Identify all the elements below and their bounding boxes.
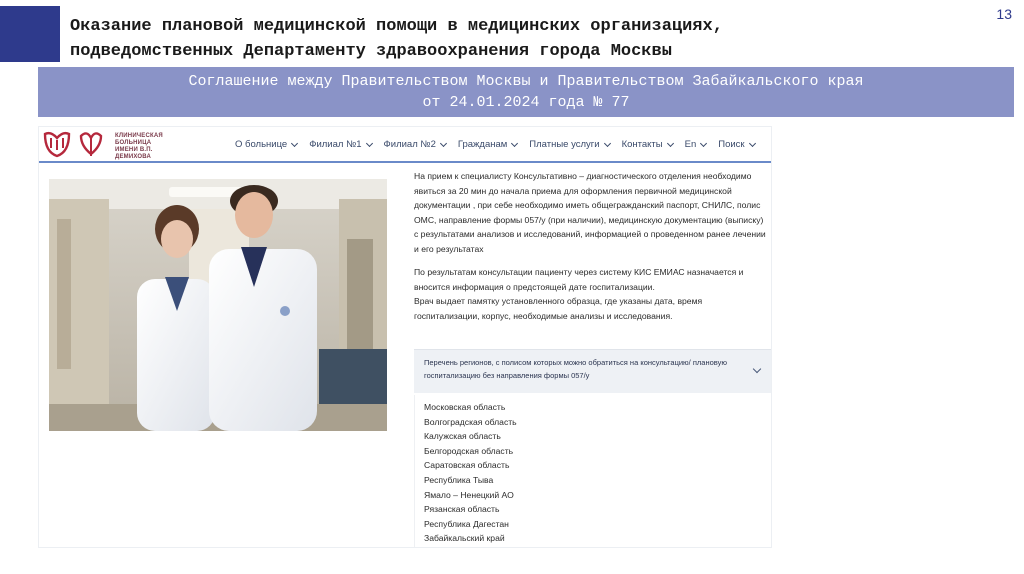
list-item: Волгоградская область (424, 416, 517, 427)
slide-accent-square (0, 6, 60, 62)
list-item: Калужская область (424, 431, 501, 442)
nav-item-language[interactable] (685, 139, 707, 150)
info-paragraph: По результатам консультации пациенту через систему КИС ЕМИАС назначается и вносится информация о предстоящей дате госпитализации. (414, 267, 744, 292)
regions-list (415, 395, 772, 546)
logo-text-line-1: КЛИНИЧЕСКАЯ (115, 133, 163, 139)
nav-item-label: Поиск (718, 139, 745, 150)
website-screenshot (38, 126, 772, 548)
chevron-down-icon (366, 139, 373, 146)
nav-item-contacts[interactable] (622, 139, 673, 150)
slide-title (70, 14, 970, 64)
list-item: Забайкальский край (424, 533, 505, 544)
slide-number: 13 (996, 6, 1012, 22)
chevron-down-icon (604, 139, 611, 146)
appointment-info (414, 169, 766, 332)
nav-item-label: En (684, 139, 697, 150)
regions-list-panel (414, 395, 772, 548)
chevron-down-icon (511, 139, 518, 146)
nav-item-label: Филиал №1 (309, 139, 362, 150)
chevron-down-icon (440, 139, 447, 146)
info-paragraph: На прием к специалисту Консультативно – диагностического отделения необходимо явиться за 20 мин до начала приема для оформления первичной медицинской документации , при себе необходимо иметь общегражданский паспорт, СНИЛС, полис ОМС, направление формы 057/у (при наличии), медицинскую документацию (выписку) с результатами анализов и исследований, информацией о проведенном ранее лечении и его результатах (414, 171, 766, 254)
chevron-down-icon (749, 139, 756, 146)
list-item: Саратовская область (424, 460, 510, 471)
list-item: Белгородская область (424, 445, 514, 456)
doctors-photo-image (49, 179, 387, 431)
logo-text-line-2: БОЛЬНИЦА (115, 140, 152, 146)
accordion-title: Перечень регионов, с полисом которых можно обратиться на консультацию/ плановую госпитализацию без направления формы 057/у (424, 358, 727, 380)
banner-line-2: от 24.01.2024 года № 77 (422, 94, 630, 111)
info-paragraph: Врач выдает памятку установленного образца, где указаны дата, время госпитализации, корпус, необходимые анализы и исследования. (414, 296, 703, 321)
nav-item-branch-2[interactable] (384, 139, 446, 150)
nav-item-citizens[interactable] (458, 139, 517, 150)
list-item: Рязанская область (424, 504, 500, 515)
agreement-banner (38, 67, 1014, 117)
main-navigation (235, 139, 755, 150)
nav-item-label: Контакты (621, 139, 663, 150)
hospital-logo[interactable] (41, 130, 181, 158)
logo-text (115, 133, 181, 161)
list-item: Республика Дагестан (424, 518, 509, 529)
list-item: Республика Тыва (424, 474, 494, 485)
slide-title-line-1: Оказание плановой медицинской помощи в медицинских организациях, (70, 17, 723, 36)
regions-accordion-header[interactable] (414, 349, 772, 393)
nav-item-label: Филиал №2 (383, 139, 436, 150)
doctors-photo (49, 179, 387, 431)
site-header (39, 127, 772, 163)
banner-line-1: Соглашение между Правительством Москвы и Правительством Забайкальского края (188, 73, 864, 90)
chevron-down-icon (291, 139, 298, 146)
nav-item-label: Платные услуги (529, 139, 600, 150)
chevron-down-icon (753, 365, 761, 373)
logo-text-line-3: ИМЕНИ В.П. ДЕМИХОВА (115, 147, 153, 160)
nav-item-branch-1[interactable] (309, 139, 371, 150)
hospital-logo-icon (41, 130, 111, 158)
list-item: Московская область (424, 402, 506, 412)
slide-title-line-2: подведомственных Департаменту здравоохранения города Москвы (70, 42, 672, 61)
nav-item-label: О больнице (235, 139, 288, 150)
list-item: Ямало – Ненецкий АО (424, 489, 514, 500)
nav-item-about[interactable] (235, 139, 297, 150)
nav-item-label: Гражданам (457, 139, 508, 150)
chevron-down-icon (700, 139, 707, 146)
nav-item-paid-services[interactable] (529, 139, 609, 150)
chevron-down-icon (667, 139, 674, 146)
nav-item-search[interactable] (718, 139, 754, 150)
